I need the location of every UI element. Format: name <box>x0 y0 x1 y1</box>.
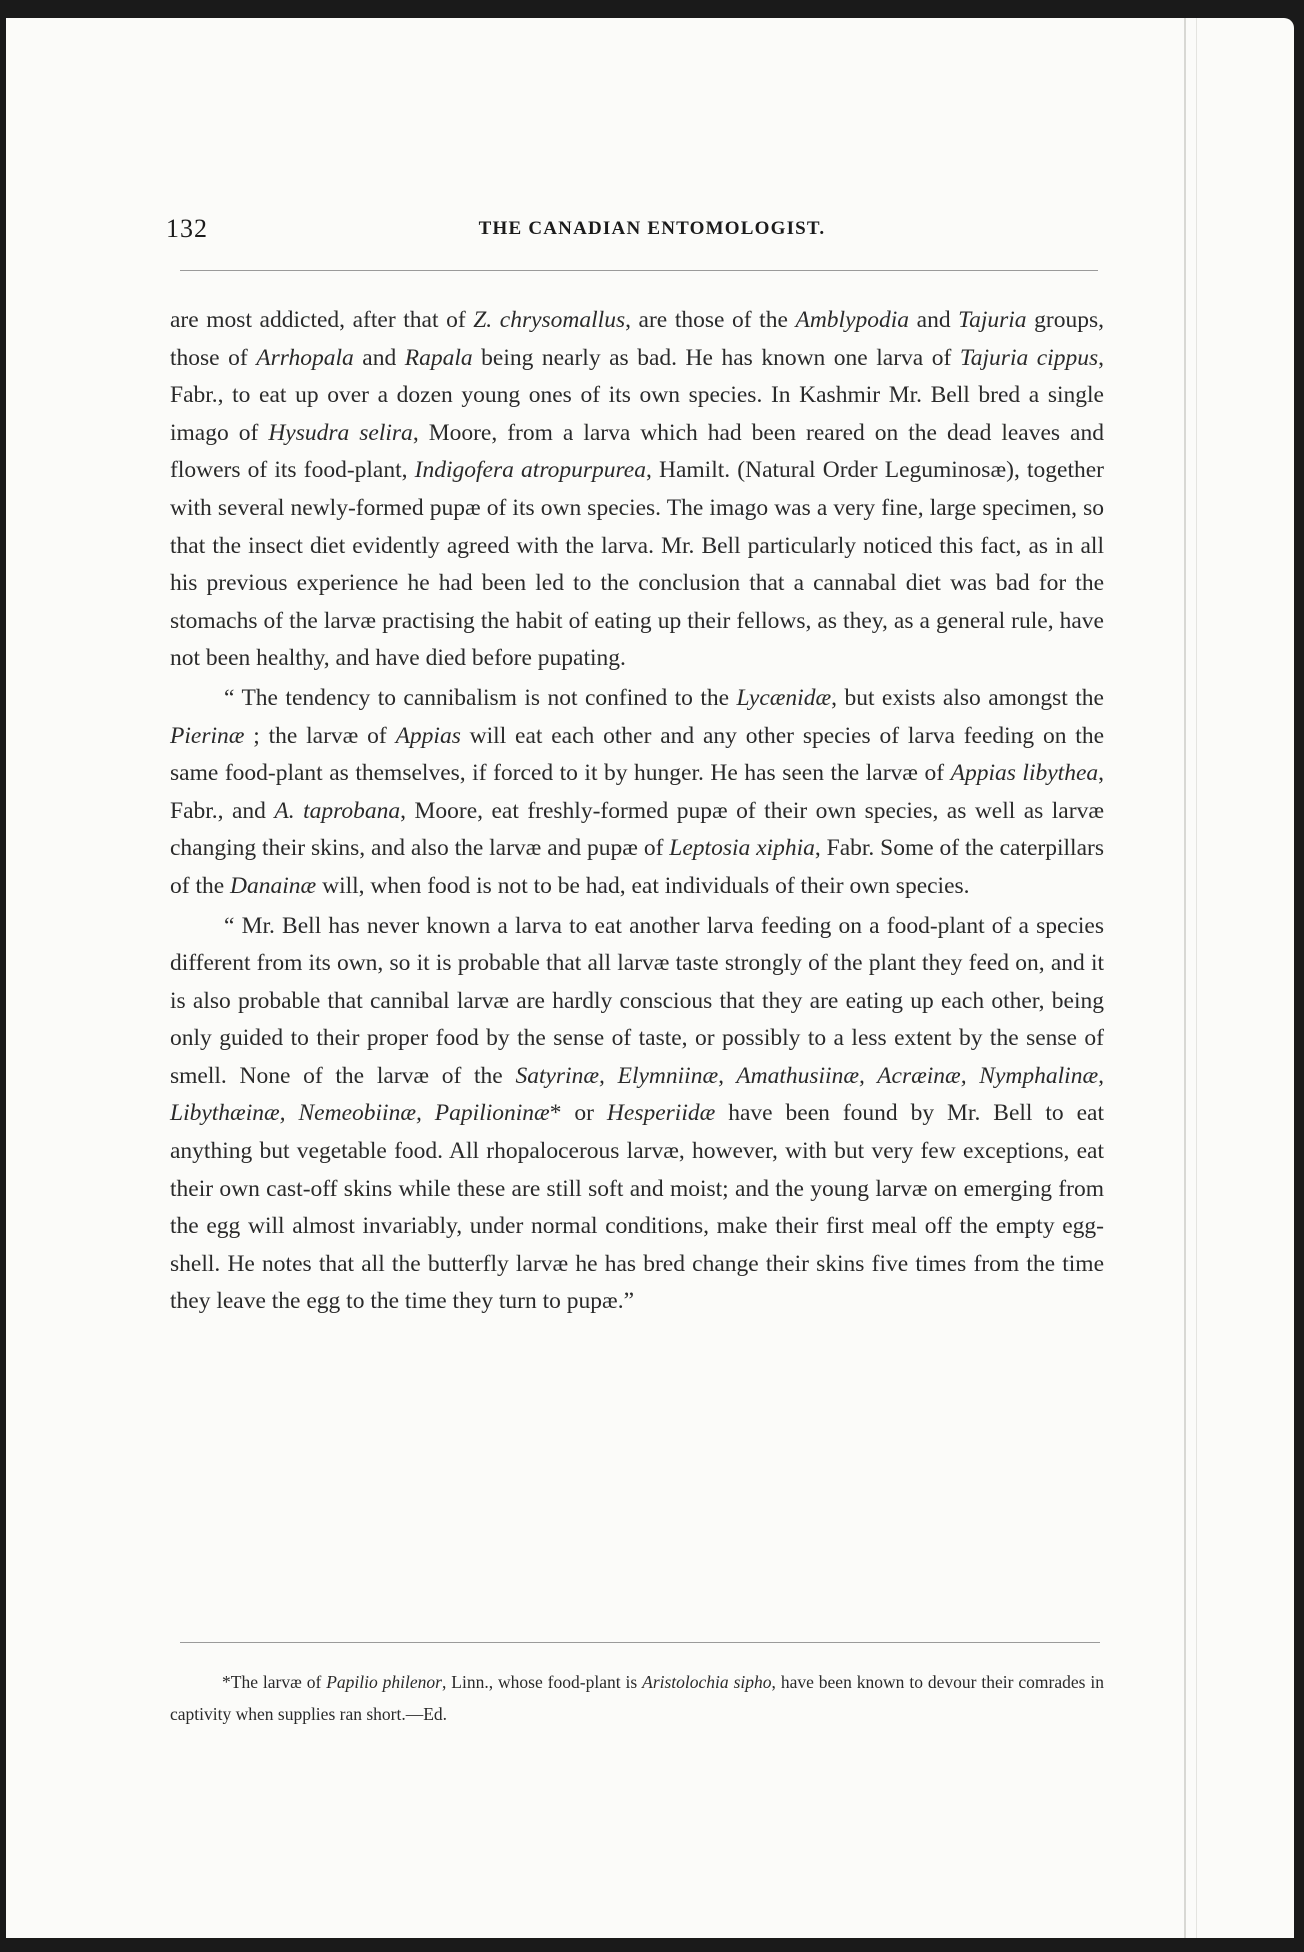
text-run: have been found by Mr. Bell to eat anything but vegetable food. All rhopalocerous larvæ, however, with but very few exceptions, eat their own cast-off skins while these are still soft and moist; and the young larvæ on emerging from the egg will almost invariably, under normal conditions, make their first meal off the empty egg-shell. He notes that all the butterfly larvæ he has bred change their skins five times from the time they leave the egg to the time they turn to pupæ.” <box>170 1100 1104 1315</box>
book-page <box>6 18 1294 1938</box>
text-run: being nearly as bad. He has known one larva of <box>472 344 960 371</box>
running-title: THE CANADIAN ENTOMOLOGIST. <box>478 218 826 239</box>
text-run: , Fabr., and <box>170 760 1104 824</box>
text-run: ; the larvæ of <box>244 722 396 749</box>
italic-text-run: Indigofera atropurpurea <box>414 457 646 484</box>
text-run: “ The tendency to cannibalism is not confined to the <box>224 684 737 711</box>
text-run: , Moore, from a larva which had been reared on the dead leaves and flowers of its food-plant, <box>170 419 1104 484</box>
italic-text-run: Tajuria <box>958 307 1027 333</box>
text-run: are most addicted, after that of <box>170 307 474 333</box>
text-run: *The larvæ of <box>222 1672 327 1692</box>
text-run: will eat each other and any other species of larva feeding on the same food-plant as themselves, if forced to it by hunger. He has seen the larvæ of <box>170 722 1105 787</box>
italic-text-run: Z. chrysomallus <box>473 307 626 333</box>
italic-text-run: Aristolochia sipho <box>642 1672 772 1692</box>
text-run: and <box>353 344 405 371</box>
page-number: 132 <box>166 214 208 243</box>
text-run: will, when food is not to be had, eat individuals of their own species. <box>316 872 970 899</box>
text-run: , but exists also amongst the <box>831 684 1104 711</box>
text-run: “ Mr. Bell has never known a larva to eat another larva feeding on a food-plant of a species different from its own, so it is probable that all larvæ taste strongly of the plant they feed on, and it is also probable that cannibal larvæ are hardly conscious that they are eating up each other, being only guided to their proper food by the sense of taste, or possibly to a less extent by the sense of smell. None of the larvæ of the <box>170 912 1104 1089</box>
italic-text-run: Arrhopala <box>256 344 354 371</box>
italic-text-run: Danainæ <box>230 872 317 899</box>
body-text <box>170 302 1104 1321</box>
italic-text-run: Lycænidæ <box>736 684 832 711</box>
page-header <box>166 214 1098 244</box>
italic-text-run: Appias libythea <box>950 760 1099 787</box>
italic-text-run: Rapala <box>404 344 473 371</box>
footnote <box>170 1666 1104 1730</box>
italic-text-run: A. taprobana <box>274 797 401 824</box>
text-run: , Fabr., to eat up over a dozen young ones of its own species. In Kashmir Mr. Bell bred a single imago of <box>170 344 1104 446</box>
italic-text-run: Amblypodia <box>795 307 910 333</box>
italic-text-run: Appias <box>395 722 461 749</box>
text-run: , Linn., whose food-plant is <box>441 1672 643 1692</box>
italic-text-run: Leptosia xiphia <box>669 835 815 862</box>
italic-text-run: Papilio philenor <box>326 1672 442 1692</box>
italic-text-run: Tajuria cippus <box>959 344 1099 371</box>
paragraph <box>170 908 1104 1322</box>
text-run: , Hamilt. (Natural Order Leguminosæ), together with several newly-formed pupæ of its own species. The imago was a very fine, large specimen, so that the insect diet evidently agreed with the larva. Mr. Bell particularly noticed this fact, as in all his previous experience he had been led to the conclusion that a cannabal diet was bad for the stomachs of the larvæ practising the habit of eating up their fellows, as they, as a general rule, have not been healthy, and have died before pupating. <box>170 457 1104 672</box>
text-run: groups, those of <box>170 307 1104 371</box>
footnote-text <box>170 1666 1104 1730</box>
page-fold-line <box>1184 18 1186 1938</box>
italic-text-run: Satyrinæ, Elymniinæ, Amathusiinæ, Acræinæ, Nymphalinæ, Libythæinæ, Nemeobiinæ, Papilioninæ <box>170 1062 1104 1127</box>
text-run: , Fabr. Some of the caterpillars of the <box>170 835 1104 899</box>
footnote-rule <box>180 1642 1100 1643</box>
text-run: , are those of the <box>625 307 796 333</box>
paragraph <box>170 680 1104 906</box>
paragraph <box>170 302 1104 678</box>
text-run: , Moore, eat freshly-formed pupæ of their own species, as well as larvæ changing their skins, and also the larvæ and pupæ of <box>170 797 1104 862</box>
text-run: , have been known to devour their comrades in captivity when supplies ran short.—Ed. <box>170 1672 1105 1724</box>
page-fold-shadow <box>1196 18 1197 1938</box>
text-run: * or <box>549 1100 607 1127</box>
header-rule <box>180 270 1098 271</box>
italic-text-run: Hysudra selira <box>268 419 413 446</box>
italic-text-run: Pierinæ <box>170 722 245 749</box>
text-run: and <box>909 307 959 333</box>
italic-text-run: Hesperiidæ <box>606 1100 716 1127</box>
